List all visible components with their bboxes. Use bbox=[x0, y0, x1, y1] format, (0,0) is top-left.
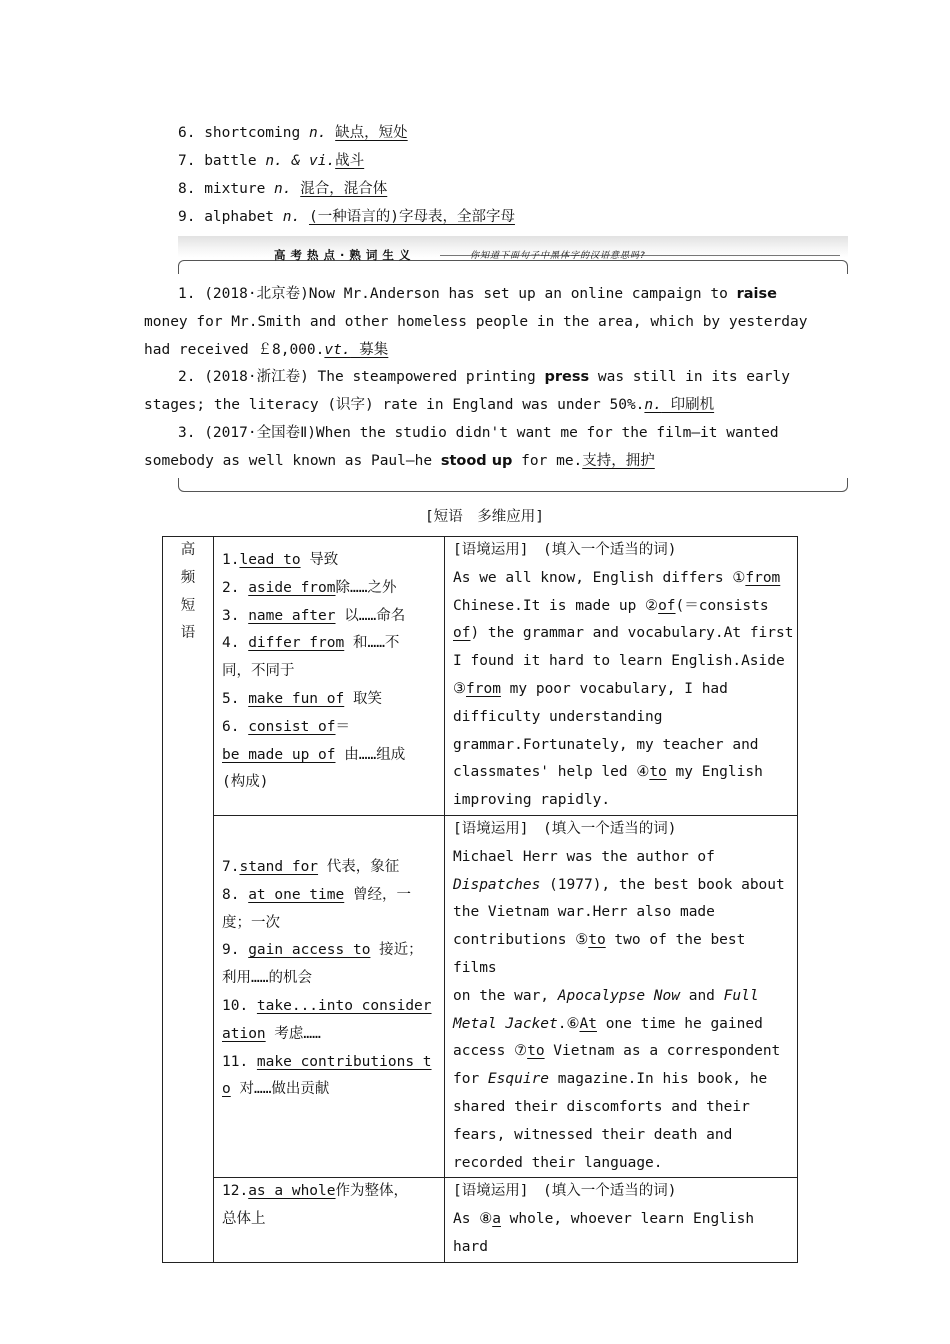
phrase-line: 利用……的机会 bbox=[222, 970, 312, 987]
phrase-answer: be made up of bbox=[222, 746, 336, 763]
vocab-item: 8. mixture n. 混合，混合体 bbox=[178, 181, 388, 197]
phrase-line: o 对……做出贡献 bbox=[222, 1081, 330, 1098]
context-line: contributions ⑤to two of the best films bbox=[453, 932, 746, 976]
phrase-cell bbox=[214, 537, 445, 816]
phrase-line: be made up of 由……组成 bbox=[222, 746, 406, 763]
context-cell bbox=[445, 816, 798, 1178]
answer: vt. 募集 bbox=[324, 342, 389, 358]
italic-title: Esquire bbox=[487, 1071, 550, 1088]
phrase-line: 1.lead to 导致 bbox=[222, 552, 339, 568]
phrase-answer: stand for bbox=[239, 859, 319, 875]
banner-title: 高考热点·熟词生义 bbox=[274, 248, 416, 262]
answer: n. 印刷机 bbox=[644, 397, 715, 413]
phrase-answer: lead to bbox=[239, 552, 301, 568]
phrase-line: 9. gain access to 接近； bbox=[222, 942, 423, 959]
phrase-line: 11. make contributions t bbox=[222, 1053, 432, 1070]
context-cell bbox=[445, 537, 798, 816]
answer: 支持，拥护 bbox=[582, 453, 655, 469]
vocab-item: 6. shortcoming n. 缺点，短处 bbox=[178, 125, 408, 141]
vocab-meaning: 缺点，短处 bbox=[335, 125, 408, 141]
category-cell: 高 频 短 语 bbox=[163, 537, 214, 1263]
phrase-answer: ation bbox=[222, 1025, 266, 1042]
phrase-answer: differ from bbox=[248, 635, 345, 652]
bold-word: raise bbox=[736, 286, 777, 302]
phrase-line: 同，不同于 bbox=[222, 663, 295, 680]
context-line: on the war, Apocalypse Now and Full bbox=[453, 987, 759, 1004]
phrase-answer: gain access to bbox=[248, 942, 371, 959]
context-line: fears, witnessed their death and bbox=[453, 1126, 733, 1143]
blank-answer: of bbox=[658, 597, 676, 614]
phrase-line: ation 考虑…… bbox=[222, 1025, 321, 1042]
context-line: Metal Jacket.⑥At one time he gained bbox=[453, 1015, 763, 1032]
vocab-meaning: 混合，混合体 bbox=[300, 181, 388, 197]
phrase-line: 总体上 bbox=[222, 1211, 266, 1228]
blank-answer: to bbox=[588, 932, 606, 949]
vocab-meaning: (一种语言的)字母表，全部字母 bbox=[308, 209, 515, 225]
sentence-1-line-2: money for Mr.Smith and other homeless people in the area, which by yesterday bbox=[144, 314, 808, 330]
phrase-line: 10. take...into consider bbox=[222, 997, 432, 1014]
context-line: access ⑦to Vietnam as a correspondent bbox=[453, 1043, 781, 1060]
context-line: Michael Herr was the author of bbox=[453, 848, 715, 865]
context-line: shared their discomforts and their bbox=[453, 1098, 750, 1115]
context-line: Chinese.It is made up ②of(＝consists bbox=[453, 597, 769, 614]
context-line: Dispatches (1977), the best book about bbox=[453, 876, 785, 893]
section-heading: [短语 多维应用] bbox=[425, 509, 544, 525]
phrase-line: 2. aside from除……之外 bbox=[222, 579, 397, 596]
phrase-answer: consist of bbox=[248, 718, 336, 735]
context-line: [语境运用] (填入一个适当的词) bbox=[453, 1183, 677, 1200]
context-line: grammar.Fortunately, my teacher and bbox=[453, 736, 759, 753]
section-frame-bottom bbox=[178, 478, 848, 492]
vocab-item: 7. battle n. & vi.战斗 bbox=[178, 153, 365, 169]
phrase-answer: o bbox=[222, 1081, 231, 1098]
phrase-answer: make fun of bbox=[248, 690, 345, 707]
italic-title: Dispatches bbox=[453, 876, 541, 893]
context-line: [语境运用] (填入一个适当的词) bbox=[453, 821, 677, 837]
sentence-2-line-2: stages; the literacy (识字) rate in England was under 50%.n. 印刷机 bbox=[144, 397, 715, 413]
italic-title: Apocalypse Now bbox=[557, 987, 680, 1004]
phrase-line: 3. name after 以……命名 bbox=[222, 607, 406, 624]
phrase-table bbox=[162, 536, 798, 1263]
vocab-meaning: 战斗 bbox=[335, 153, 365, 169]
phrase-answer: take...into consider bbox=[256, 997, 432, 1014]
context-line: ③from my poor vocabulary, I had bbox=[453, 680, 728, 697]
context-line: I found it hard to learn English.Aside bbox=[453, 653, 785, 670]
bold-word: stood up bbox=[440, 453, 513, 469]
table-row bbox=[163, 1178, 798, 1262]
context-line: As ⑧a whole, whoever learn English hard bbox=[453, 1211, 755, 1255]
phrase-answer: at one time bbox=[248, 886, 345, 903]
context-line: the Vietnam war.Herr also made bbox=[453, 904, 715, 921]
blank-answer: to bbox=[527, 1043, 545, 1060]
sentence-2-line-1: 2. (2018·浙江卷) The steampowered printing press was still in its early bbox=[178, 369, 790, 385]
phrase-line: 12.as a whole作为整体， bbox=[222, 1183, 409, 1200]
context-line: As we all know, English differs ①from bbox=[453, 569, 781, 586]
phrase-answer: name after bbox=[248, 607, 336, 624]
banner-hint: 你知道下面句子中黑体字的汉语意思吗? bbox=[470, 251, 646, 261]
phrase-answer: as a whole bbox=[248, 1183, 336, 1200]
italic-title: Full bbox=[723, 987, 759, 1004]
phrase-cell bbox=[214, 1178, 445, 1262]
context-line: of) the grammar and vocabulary.At first bbox=[453, 625, 794, 642]
phrase-line: 6. consist of＝ bbox=[222, 718, 351, 735]
context-line: [语境运用] (填入一个适当的词) bbox=[453, 542, 677, 558]
phrase-line: (构成) bbox=[222, 774, 269, 791]
phrase-answer: make contributions t bbox=[256, 1053, 432, 1070]
italic-title: Metal Jacket bbox=[453, 1015, 558, 1032]
phrase-line: 7.stand for 代表，象征 bbox=[222, 859, 400, 875]
sentence-3-line-2: somebody as well known as Paul—he stood up for me.支持，拥护 bbox=[144, 453, 655, 469]
context-line: classmates' help led ④to my English bbox=[453, 764, 763, 781]
sentence-1-line-1: 1. (2018·北京卷)Now Mr.Anderson has set up an online campaign to raise bbox=[178, 286, 777, 302]
table-row bbox=[163, 816, 798, 1178]
context-line: for Esquire magazine.In his book, he bbox=[453, 1071, 768, 1088]
sentence-1-line-3: had received ￡8,000.vt. 募集 bbox=[144, 342, 389, 358]
blank-answer: a bbox=[492, 1211, 501, 1228]
blank-answer: of bbox=[453, 625, 471, 642]
context-cell bbox=[445, 1178, 798, 1262]
phrase-line: 5. make fun of 取笑 bbox=[222, 690, 382, 707]
phrase-answer: aside from bbox=[248, 579, 336, 596]
section-banner bbox=[178, 236, 848, 276]
blank-answer: from bbox=[466, 680, 501, 697]
vocab-item: 9. alphabet n. (一种语言的)字母表，全部字母 bbox=[178, 209, 515, 225]
blank-answer: At bbox=[579, 1015, 597, 1032]
context-line: recorded their language. bbox=[453, 1154, 663, 1171]
blank-answer: from bbox=[745, 569, 781, 586]
context-line: difficulty understanding bbox=[453, 708, 663, 725]
phrase-line: 4. differ from 和……不 bbox=[222, 635, 400, 652]
blank-answer: to bbox=[649, 764, 667, 781]
bold-word: press bbox=[544, 369, 590, 385]
sentence-3-line-1: 3. (2017·全国卷Ⅱ)When the studio didn't want me for the film—it wanted bbox=[178, 425, 779, 441]
phrase-line: 度；一次 bbox=[222, 914, 280, 931]
phrase-line: 8. at one time 曾经，一 bbox=[222, 886, 411, 903]
table-row bbox=[163, 537, 798, 816]
context-line: improving rapidly. bbox=[453, 792, 611, 809]
phrase-cell bbox=[214, 816, 445, 1178]
